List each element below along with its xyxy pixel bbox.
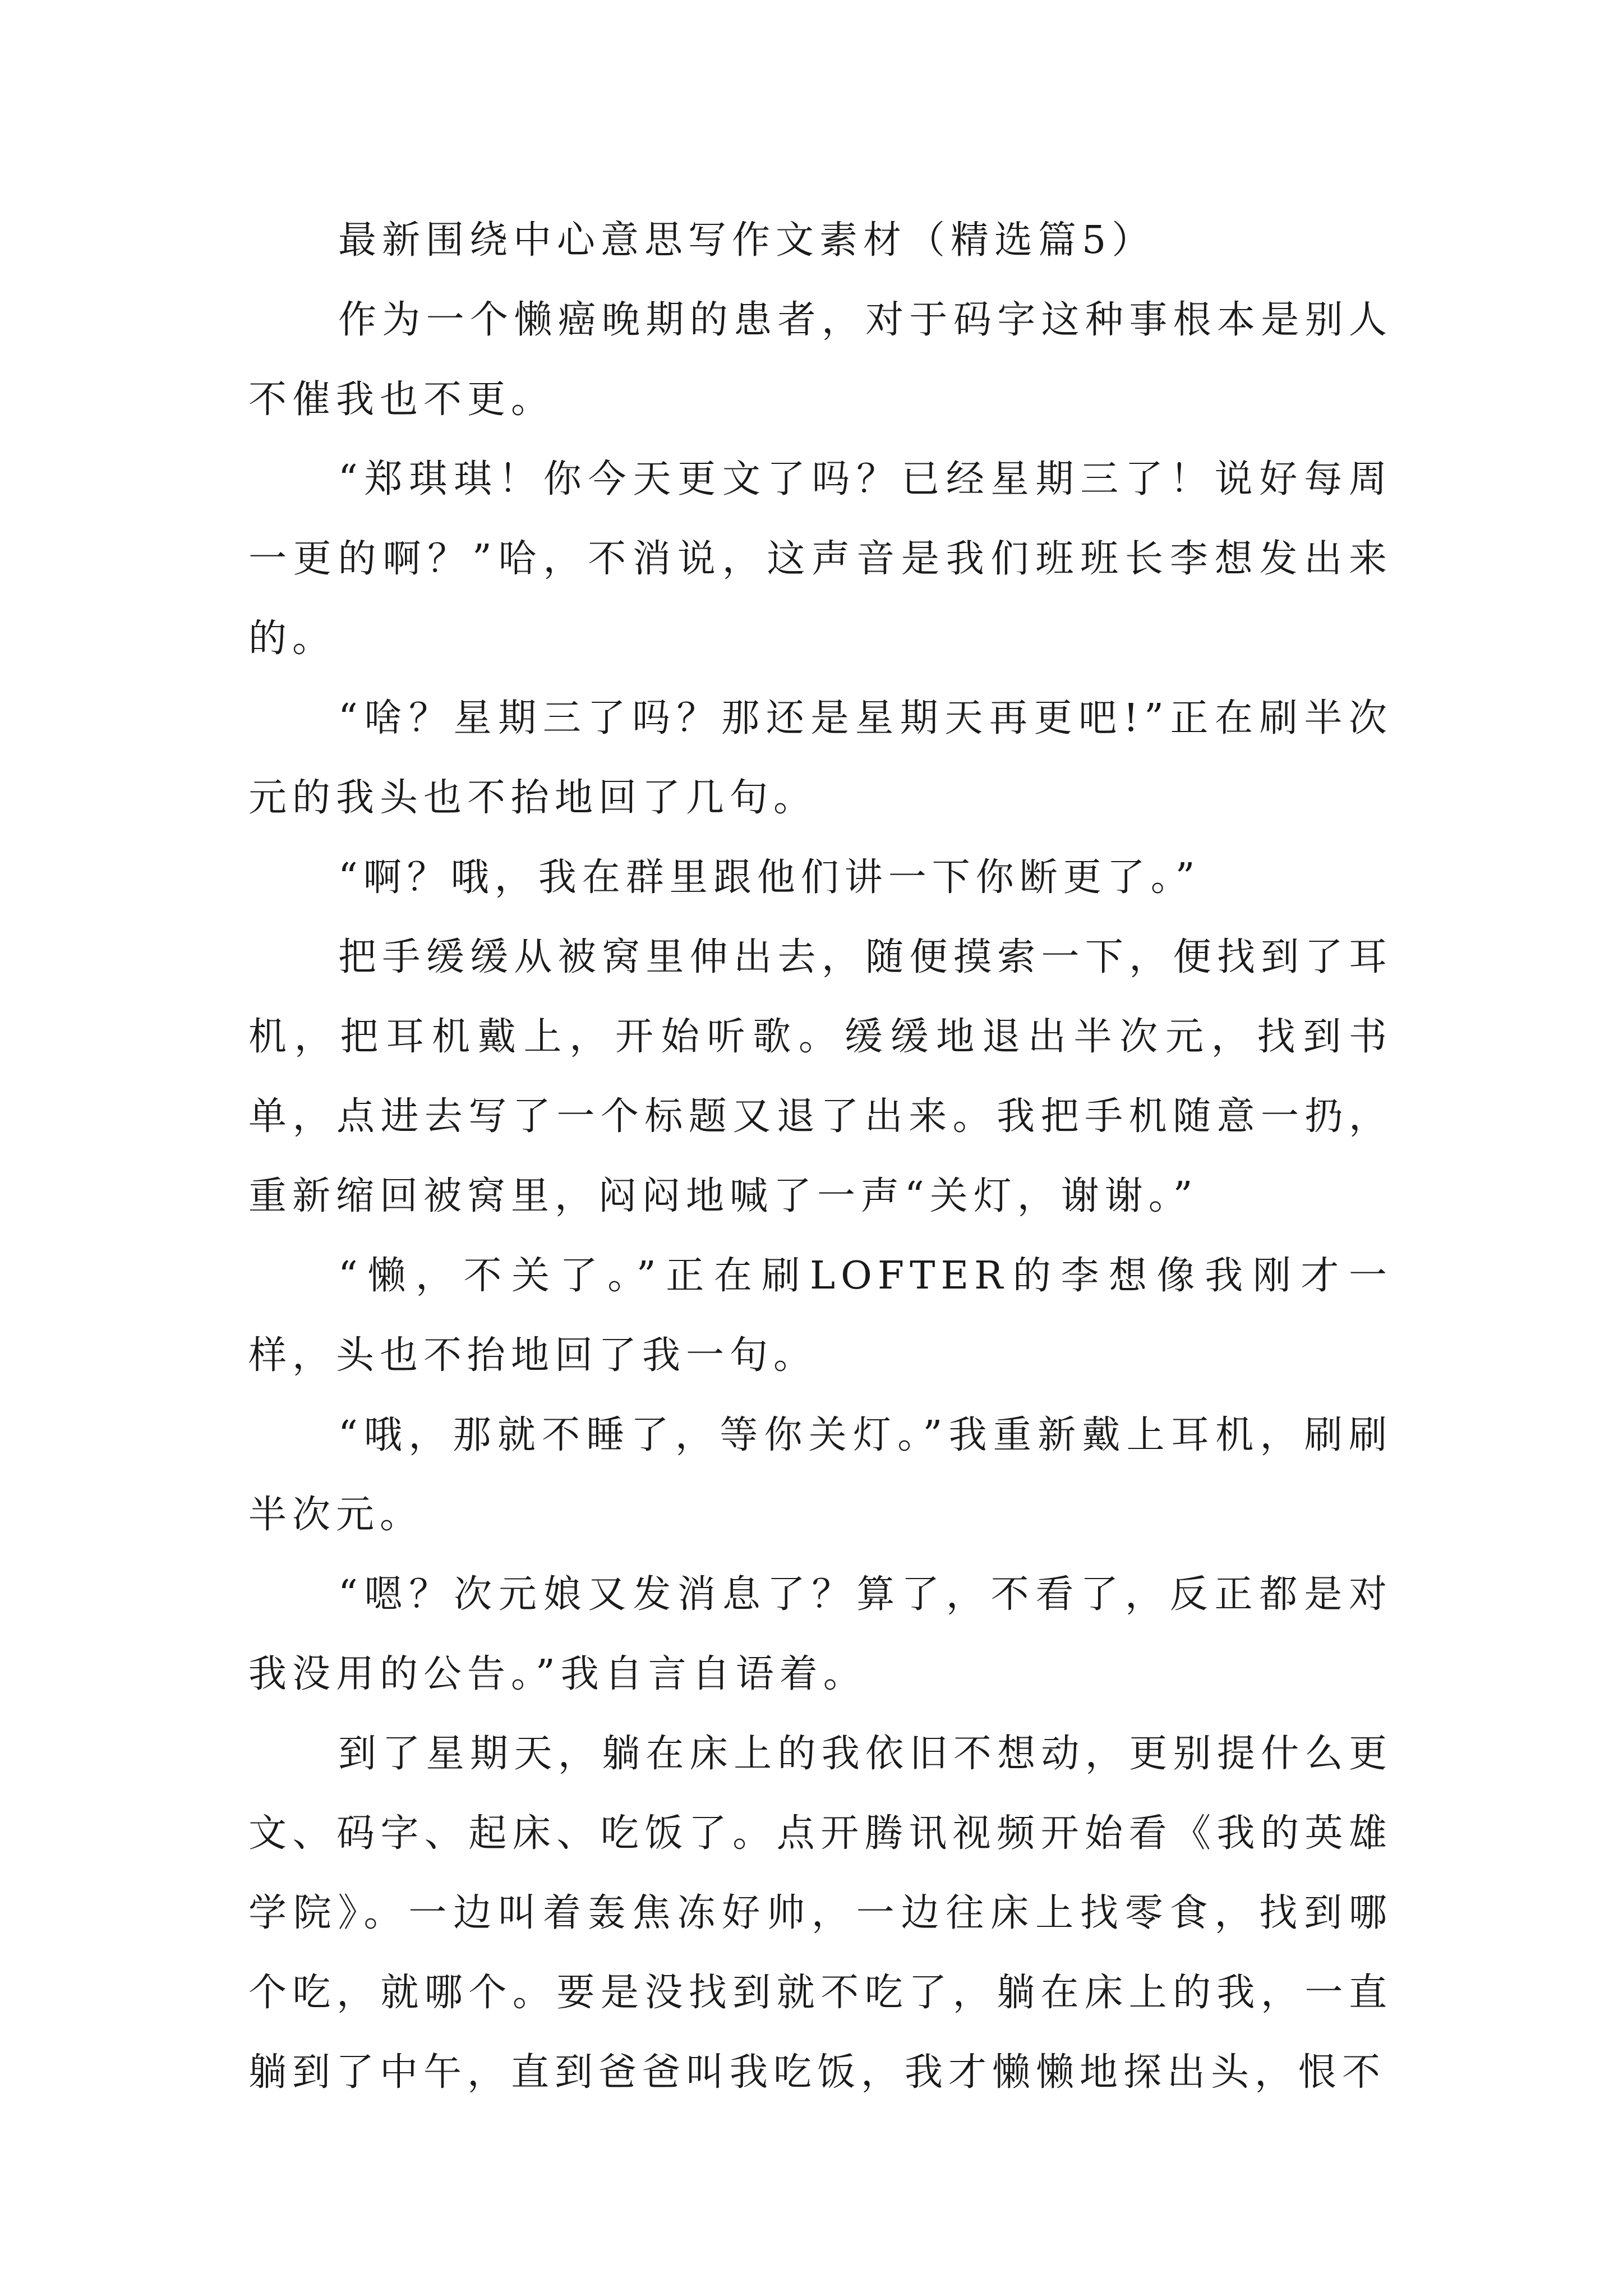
paragraph: “啥？星期三了吗？那还是星期天再更吧!”正在刷半次元的我头也不抬地回了几句。 — [248, 696, 1393, 820]
paragraph: “哦，那就不睡了，等你关灯。”我重新戴上耳机，刷刷半次元。 — [248, 1413, 1393, 1537]
paragraph: “郑琪琪！你今天更文了吗？已经星期三了！说好每周一更的啊？”哈，不消说，这声音是我们班班长李想发出来的。 — [248, 457, 1393, 661]
paragraph: 把手缓缓从被窝里伸出去，随便摸索一下，便找到了耳机，把耳机戴上，开始听歌。缓缓地退出半次元，找到书单，点进去写了一个标题又退了出来。我把手机随意一扔，重新缩回被窝里，闷闷地喊了一声“关灯，谢谢。” — [248, 935, 1393, 1218]
paragraph: 作为一个懒癌晚期的患者，对于码字这种事根本是别人不催我也不更。 — [248, 298, 1393, 422]
paragraph: “嗯？次元娘又发消息了？算了，不看了，反正都是对我没用的公告。”我自言自语着。 — [248, 1572, 1393, 1696]
paragraph: “啊？哦，我在群里跟他们讲一下你断更了。” — [338, 855, 1201, 900]
paragraph: 到了星期天，躺在床上的我依旧不想动，更别提什么更文、码字、起床、吃饭了。点开腾讯视频开始看《我的英雄学院》。一边叫着轰焦冻好帅，一边往床上找零食，找到哪个吃，就哪个。要是没找到就不吃了，躺在床上的我，一直躺到了中午，直到爸爸叫我吃饭，我才懒懒地探出头，恨不 — [248, 1732, 1393, 2095]
document-title: 最新围绕中心意思写作文素材（精选篇5） — [338, 218, 1156, 263]
document-body — [248, 201, 1393, 2113]
paragraph: “懒，不关了。”正在刷LOFTER的李想像我刚才一样，头也不抬地回了我一句。 — [248, 1254, 1393, 1378]
